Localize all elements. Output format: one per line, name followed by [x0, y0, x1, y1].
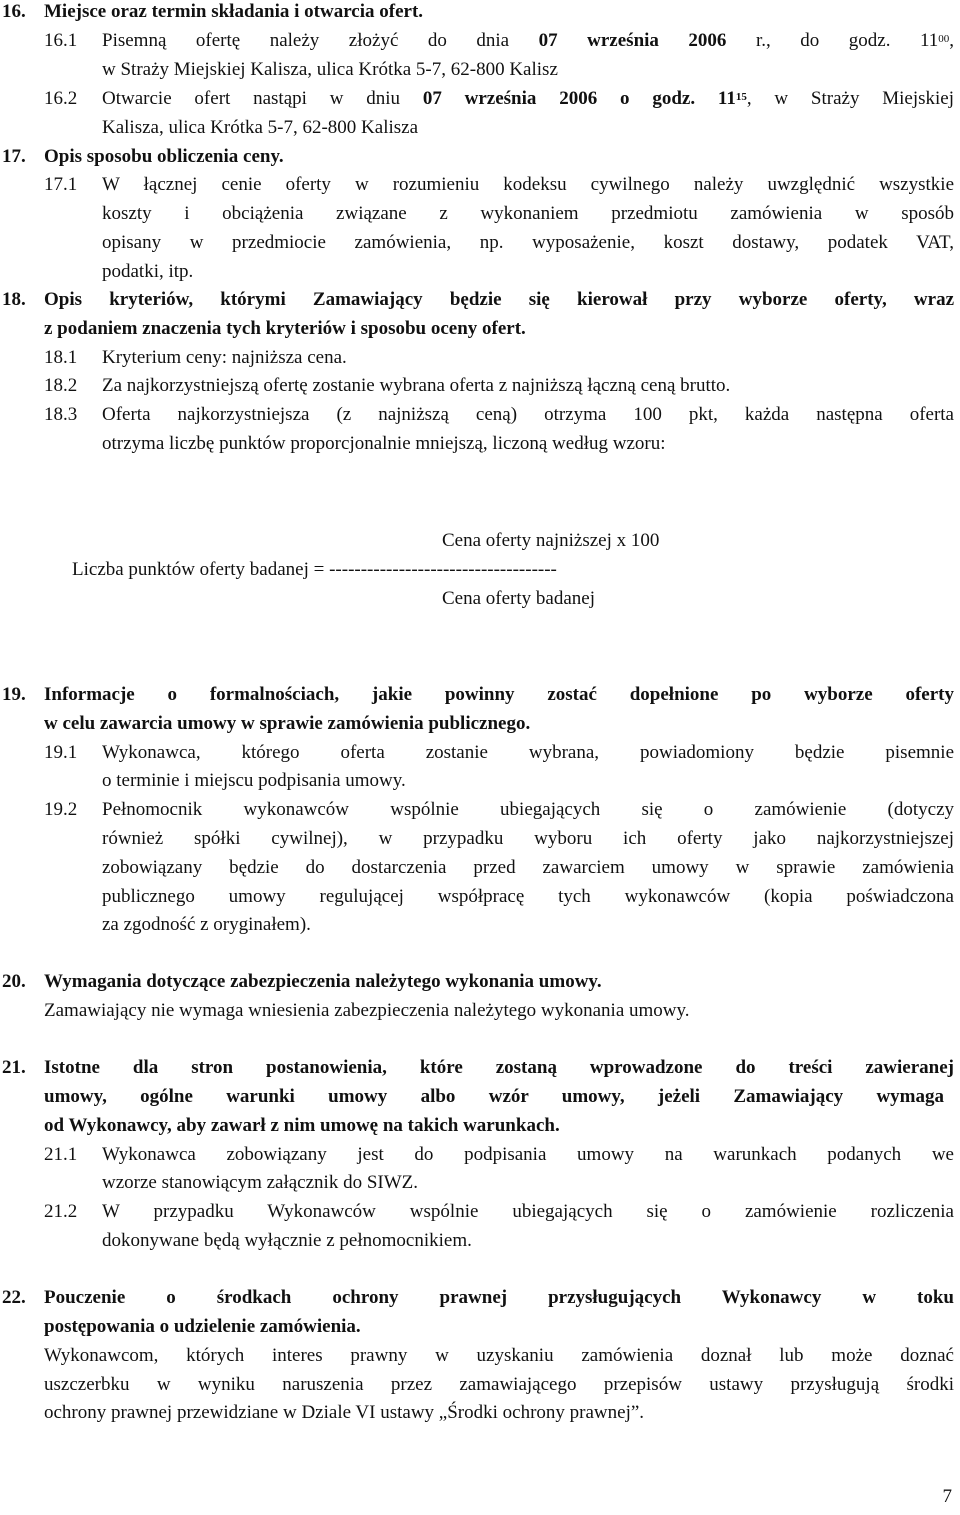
section-17-number: 17. [2, 146, 26, 167]
paragraph-18-2-text: Za najkorzystniejszą ofertę zostanie wybrana oferta z najniższą łączną ceną brutto. [102, 375, 731, 396]
section-17-title: Opis sposobu obliczenia ceny. [44, 146, 284, 167]
section-20-body: Zamawiający nie wymaga wniesienia zabezpieczenia należytego wykonania umowy. [44, 1000, 690, 1021]
paragraph-19-2-line-1: Pełnomocnik wykonawców wspólnie ubiegających się o zamówienie (dotyczy [102, 799, 954, 820]
section-18-number: 18. [2, 289, 26, 310]
paragraph-17-1-line-2: koszty i obciążenia związane z wykonaniem przedmiotu zamówienia w sposób [102, 203, 954, 224]
paragraph-18-1-number: 18.1 [44, 347, 78, 368]
page-number: 7 [942, 1486, 952, 1507]
section-22-title-line-2: postępowania o udzielenie zamówienia. [44, 1316, 361, 1337]
paragraph-19-2-line-4: publicznego umowy regulującej współpracę tych wykonawców (kopia poświadczona [102, 886, 954, 907]
section-16-number: 16. [2, 1, 26, 22]
section-19-title-line-1: Informacje o formalnościach, jakie powinny zostać dopełnione po wyborze oferty [44, 684, 954, 705]
section-18-title-line-2: z podaniem znaczenia tych kryteriów i sposobu oceny ofert. [44, 318, 526, 339]
paragraph-21-2-line-1: W przypadku Wykonawców wspólnie ubiegających się o zamówienie rozliczenia [102, 1201, 954, 1222]
paragraph-19-2-line-2: również spółki cywilnej), w przypadku wyboru ich oferty jako najkorzystniejszej [102, 828, 954, 849]
paragraph-16-2-line-1: Otwarcie ofert nastąpi w dniu 07 września 2006 o godz. $11^{15}$, w Straży Miejskiej [102, 88, 955, 109]
paragraph-16-1-number: 16.1 [44, 30, 78, 51]
paragraph-21-1-line-2: wzorze stanowiącym załącznik do SIWZ. [102, 1172, 419, 1193]
paragraph-19-2-line-5: za zgodność z oryginałem). [102, 914, 311, 935]
section-20-number: 20. [2, 971, 26, 992]
paragraph-21-1-line-1: Wykonawca zobowiązany jest do podpisania umowy na warunkach podanych we [102, 1144, 954, 1165]
section-19-number: 19. [2, 684, 26, 705]
paragraph-16-2-number: 16.2 [44, 88, 78, 109]
section-18-title-line-1: Opis kryteriów, którymi Zamawiający będzie się kierował przy wyborze oferty, wraz [44, 289, 954, 310]
section-22-title-line-1: Pouczenie o środkach ochrony prawnej przysługujących Wykonawcy w toku [44, 1287, 954, 1308]
section-21-number: 21. [2, 1057, 26, 1078]
section-21-title-line-2: umowy, ogólne warunki umowy albo wzór umowy, jeżeli Zamawiający wymaga [44, 1086, 944, 1107]
section-22-body-line-1: Wykonawcom, których interes prawny w uzyskaniu zamówienia doznał lub może doznać [44, 1345, 954, 1366]
paragraph-21-2-number: 21.2 [44, 1201, 78, 1222]
paragraph-18-3-line-2: otrzyma liczbę punktów proporcjonalnie mniejszą, liczoną według wzoru: [102, 433, 666, 454]
paragraph-19-2-line-3: zobowiązany będzie do dostarczenia przed zawarciem umowy w sprawie zamówienia [102, 857, 954, 878]
section-20-title: Wymagania dotyczące zabezpieczenia należytego wykonania umowy. [44, 971, 602, 992]
section-22-body-line-2: uszczerbku w wyniku naruszenia przez zamawiającego przepisów ustawy przysługują środki [44, 1374, 954, 1395]
formula-denominator: Cena oferty badanej [442, 588, 595, 609]
paragraph-17-1-number: 17.1 [44, 174, 78, 195]
paragraph-19-1-line-2: o terminie i miejscu podpisania umowy. [102, 770, 406, 791]
section-16-title: Miejsce oraz termin składania i otwarcia ofert. [44, 1, 424, 22]
paragraph-16-1-line-2: w Straży Miejskiej Kalisza, ulica Krótka 5-7, 62-800 Kalisz [102, 59, 558, 80]
paragraph-19-2-number: 19.2 [44, 799, 78, 820]
paragraph-21-1-number: 21.1 [44, 1144, 78, 1165]
formula-main-line: Liczba punktów oferty badanej = ------------------------------------ [72, 559, 557, 580]
paragraph-17-1-line-1: W łącznej cenie oferty w rozumieniu kodeksu cywilnego należy uwzględnić wszystkie [102, 174, 954, 195]
paragraph-17-1-line-4: podatki, itp. [102, 261, 194, 282]
formula-numerator: Cena oferty najniższej x 100 [442, 530, 660, 551]
paragraph-18-2-number: 18.2 [44, 375, 78, 396]
section-22-number: 22. [2, 1287, 26, 1308]
paragraph-17-1-line-3: opisany w przedmiocie zamówienia, np. wyposażenie, koszt dostawy, podatek VAT, [102, 232, 954, 253]
paragraph-18-3-number: 18.3 [44, 404, 78, 425]
paragraph-19-1-number: 19.1 [44, 742, 78, 763]
section-21-title-line-3: od Wykonawcy, aby zawarł z nim umowę na takich warunkach. [44, 1115, 560, 1136]
paragraph-16-2-line-2: Kalisza, ulica Krótka 5-7, 62-800 Kalisza [102, 117, 419, 138]
paragraph-18-3-line-1: Oferta najkorzystniejsza (z najniższą ceną) otrzyma 100 pkt, każda następna oferta [102, 404, 954, 425]
paragraph-16-1-line-1: Pisemną ofertę należy złożyć do dnia 07 września 2006 r., do godz. $11^{00}$, [102, 30, 955, 51]
paragraph-18-1-text: Kryterium ceny: najniższa cena. [102, 347, 347, 368]
section-22-body-line-3: ochrony prawnej przewidziane w Dziale VI ustawy „Środki ochrony prawnej”. [44, 1402, 645, 1423]
section-21-title-line-1: Istotne dla stron postanowienia, które zostaną wprowadzone do treści zawieranej [44, 1057, 954, 1078]
section-19-title-line-2: w celu zawarcia umowy w sprawie zamówienia publicznego. [44, 713, 531, 734]
paragraph-21-2-line-2: dokonywane będą wyłącznie z pełnomocnikiem. [102, 1230, 472, 1251]
paragraph-19-1-line-1: Wykonawca, którego oferta zostanie wybrana, powiadomiony będzie pisemnie [102, 742, 954, 763]
